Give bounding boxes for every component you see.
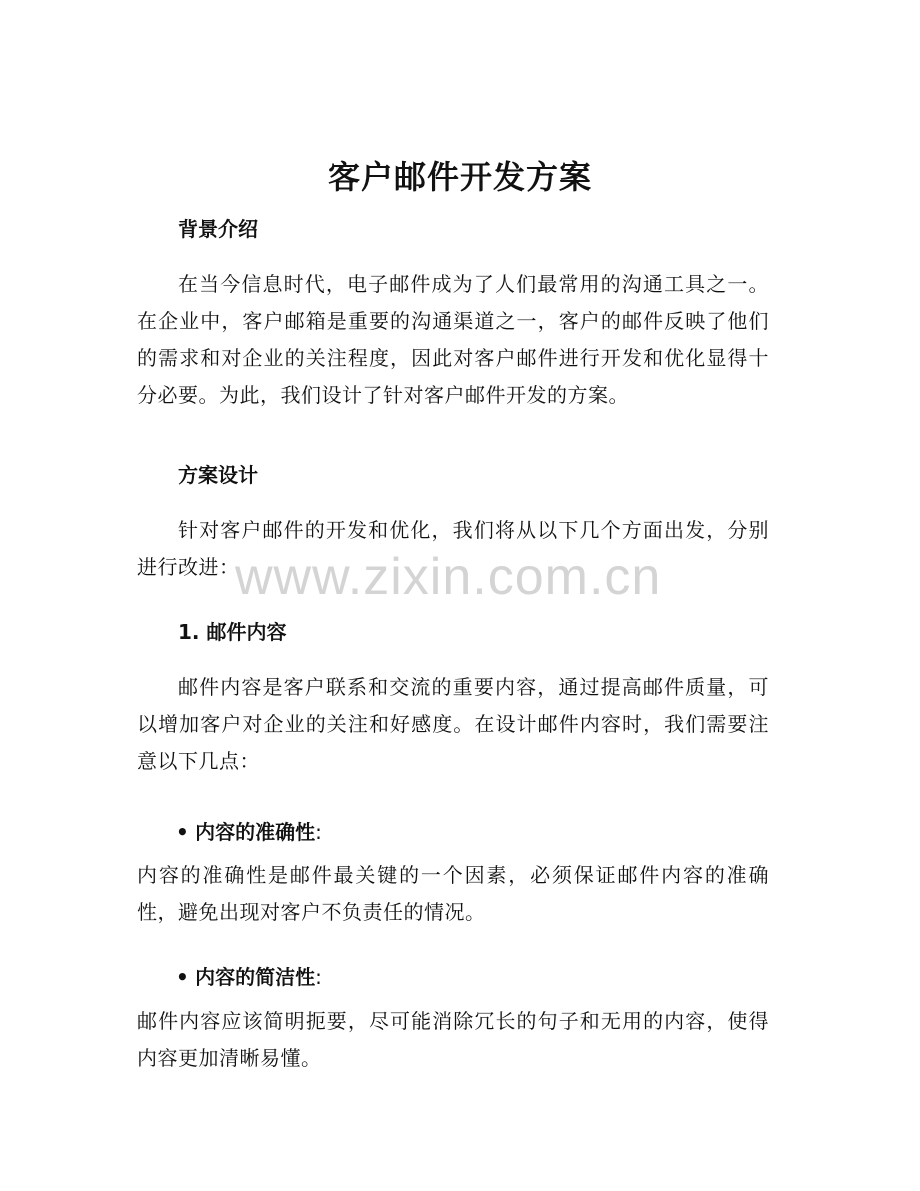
bullet-colon: :	[315, 820, 322, 844]
section-heading-background: 背景介绍	[178, 217, 258, 241]
conciseness-paragraph: 邮件内容应该简明扼要，尽可能消除冗长的句子和无用的内容，使得内容更加清晰易懂。	[137, 1009, 769, 1070]
bullet-label: 内容的准确性	[195, 820, 316, 844]
section-heading-design: 方案设计	[178, 463, 258, 487]
bullet-colon: :	[315, 965, 322, 989]
watermark: www.zixin.com.cn	[235, 548, 662, 606]
bullet-marker: •	[176, 820, 189, 844]
document-title: 客户邮件开发方案	[327, 158, 592, 196]
design-paragraph: 针对客户邮件的开发和优化，我们将从以下几个方面出发，分别进行改进：	[137, 518, 769, 579]
background-paragraph: 在当今信息时代，电子邮件成为了人们最常用的沟通工具之一。在企业中，客户邮箱是重要的沟通渠道之一，客户的邮件反映了他们的需求和对企业的关注程度，因此对客户邮件进行开发和优化显得十分必要。为此，我们设计了针对客户邮件开发的方案。	[137, 272, 769, 407]
bullet-heading-accuracy	[176, 817, 322, 847]
accuracy-paragraph: 内容的准确性是邮件最关键的一个因素，必须保证邮件内容的准确性，避免出现对客户不负责任的情况。	[137, 863, 769, 924]
mail-content-paragraph: 邮件内容是客户联系和交流的重要内容，通过提高邮件质量，可以增加客户对企业的关注和好感度。在设计邮件内容时，我们需要注意以下几点：	[137, 675, 769, 773]
bullet-heading-conciseness	[176, 962, 322, 992]
section-heading-mail-content: 1. 邮件内容	[178, 620, 287, 644]
bullet-label: 内容的简洁性	[195, 965, 316, 989]
bullet-marker: •	[176, 965, 189, 989]
